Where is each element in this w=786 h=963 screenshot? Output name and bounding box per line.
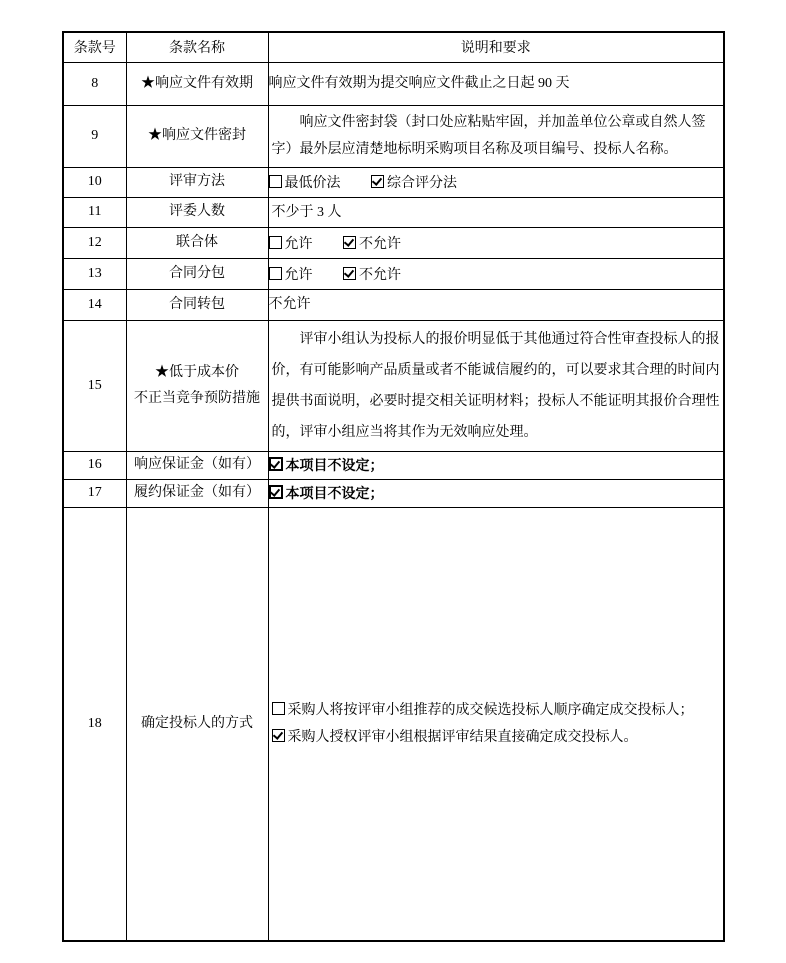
clause-number: 8 [63,62,126,105]
clause-name-cell [126,62,268,105]
checkbox-checked-icon [343,267,356,280]
clause-name-text: 评审方法 [169,174,225,189]
option-allowed [269,268,313,283]
option-not-allowed [343,237,401,252]
checkbox-unchecked-icon [269,175,282,188]
clause-name-text-line2: 不正当竞争预防措施 [134,390,260,406]
table-row-clause-9 [63,105,724,167]
option-label: 最低价法 [284,176,341,191]
table-row-clause-16 [63,451,724,479]
option-not-set [269,487,384,502]
option-allowed [269,237,313,252]
clause-name-text: 评委人数 [169,204,225,219]
clause-description-cell [268,320,724,451]
clauses-table [62,31,725,942]
table-row-clause-13 [63,258,724,289]
option-label: 允许 [284,236,313,252]
clause-name-text: 履约保证金（如有） [134,485,260,500]
description-text: 评审小组认为投标人的报价明显低于其他通过符合性审查投标人的报价，有可能影响产品质量或者不能诚信履约的，可以要求其合理的时间内提供书面说明，必要时提交相关证明材料；投标人不能证明其报价合理性的，评审小组应当将其作为无效响应处理。 [271,331,720,440]
option-label: 本项目不设定； [285,459,384,474]
table-row-clause-11 [63,197,724,227]
description-text: 响应文件密封袋（封口处应粘贴牢固，并加盖单位公章或自然人签字）最外层应清楚地标明采购项目名称及项目编号、投标人名称。 [271,115,706,157]
checkbox-checked-icon [269,485,283,499]
clause-description-cell [268,507,724,941]
clause-number: 9 [63,105,126,167]
option-not-set [269,459,384,474]
option-label: 不允许 [359,236,401,252]
clause-number: 14 [63,289,126,320]
clause-description-cell [268,167,724,197]
option-label: 采购人授权评审小组根据评审结果直接确定成交投标人。 [287,729,638,745]
table-row-clause-10 [63,167,724,197]
clause-name-cell [126,451,268,479]
table-row-clause-12 [63,227,724,258]
clause-name-text: 确定投标人的方式 [141,715,253,731]
description-text: 响应文件有效期为提交响应文件截止之日起 90 天 [268,76,570,91]
option-label: 允许 [284,267,313,283]
checkbox-checked-icon [343,236,356,249]
clause-number: 17 [63,479,126,507]
clause-name-text: ★响应文件密封 [148,128,246,143]
clause-name-cell [126,258,268,289]
clause-name-text: 合同分包 [169,265,225,281]
description-text: 不允许 [268,297,311,312]
clause-description-cell [268,227,724,258]
table-row-clause-17 [63,479,724,507]
option-by-ranking [272,697,724,724]
col-header-clause-no: 条款号 [63,32,126,62]
clause-name-cell [126,167,268,197]
clause-name-cell [126,507,268,941]
checkbox-checked-icon [371,175,384,188]
table-row-clause-18 [63,507,724,941]
clause-description-cell [268,105,724,167]
clause-description-cell [268,258,724,289]
clause-description-cell [268,479,724,507]
clause-name-text: 联合体 [176,234,218,250]
clause-name-cell [126,197,268,227]
option-label: 综合评分法 [387,176,457,191]
clause-description-cell [268,62,724,105]
option-label: 采购人将按评审小组推荐的成交候选投标人顺序确定成交投标人； [287,702,694,718]
clause-description-cell [268,289,724,320]
clause-name-cell [126,320,268,451]
header-row [63,32,724,62]
clause-number: 10 [63,167,126,197]
table-row-clause-15 [63,320,724,451]
option-authorized-panel [272,724,724,751]
clause-number: 18 [63,507,126,941]
clause-name-cell [126,105,268,167]
clause-name-text-line1: ★低于成本价 [155,364,239,380]
checkbox-unchecked-icon [269,236,282,249]
option-lowest-price [269,176,341,191]
option-label: 本项目不设定； [285,487,384,502]
clause-number: 16 [63,451,126,479]
clause-name-text: ★响应文件有效期 [141,75,253,91]
option-comprehensive-scoring [371,176,457,191]
clause-name-text: 合同转包 [169,296,225,312]
checkbox-unchecked-icon [272,702,285,715]
option-not-allowed [343,268,401,283]
option-label: 不允许 [359,267,401,283]
clause-number: 15 [63,320,126,451]
clause-name-cell [126,479,268,507]
clause-number: 12 [63,227,126,258]
checkbox-unchecked-icon [269,267,282,280]
table-row-clause-8 [63,62,724,105]
description-text: 不少于 3 人 [271,204,342,220]
checkbox-checked-icon [269,457,283,471]
clause-name-cell [126,289,268,320]
col-header-description: 说明和要求 [268,32,724,62]
clause-name-cell [126,227,268,258]
clause-number: 13 [63,258,126,289]
clause-description-cell [268,451,724,479]
clause-description-cell [268,197,724,227]
clause-name-text: 响应保证金（如有） [134,457,260,472]
clause-number: 11 [63,197,126,227]
checkbox-checked-icon [272,729,285,742]
table-row-clause-14 [63,289,724,320]
col-header-clause-name: 条款名称 [126,32,268,62]
